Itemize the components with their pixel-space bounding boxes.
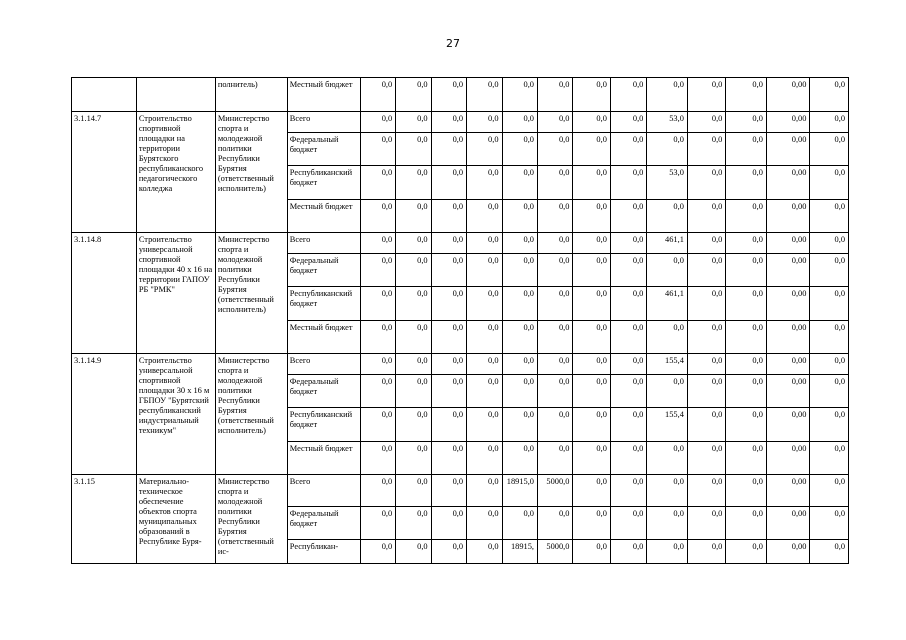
value-cell: 0,0	[502, 233, 537, 254]
value-cell: 0,00	[766, 254, 810, 287]
value-cell: 0,0	[360, 475, 395, 507]
value-cell: 0,0	[467, 375, 502, 408]
value-cell: 53,0	[647, 112, 688, 133]
value-cell: 0,0	[360, 375, 395, 408]
value-cell: 0,0	[467, 112, 502, 133]
value-cell: 0,0	[537, 200, 572, 233]
value-cell: 0,0	[687, 166, 725, 200]
budget-source-cell: Всего	[287, 354, 360, 375]
value-cell: 0,0	[360, 287, 395, 321]
value-cell: 0,0	[810, 540, 849, 564]
value-cell: 0,0	[431, 233, 466, 254]
row-executor-cell: Министерство спорта и молодежной политики Республики Бурятия (ответственный ис-	[215, 475, 287, 564]
value-cell: 5000,0	[537, 540, 572, 564]
value-cell: 0,0	[431, 112, 466, 133]
value-cell: 0,0	[431, 78, 466, 112]
budget-source-cell: Республикан-	[287, 540, 360, 564]
value-cell: 0,0	[360, 442, 395, 475]
value-cell: 0,0	[467, 254, 502, 287]
value-cell: 0,0	[467, 287, 502, 321]
value-cell: 0,0	[573, 287, 610, 321]
value-cell: 0,0	[573, 321, 610, 354]
budget-source-cell: Местный бюджет	[287, 321, 360, 354]
value-cell: 0,0	[726, 321, 767, 354]
value-cell: 0,0	[810, 133, 849, 166]
value-cell: 0,0	[726, 507, 767, 540]
value-cell: 0,0	[647, 254, 688, 287]
value-cell: 0,0	[573, 254, 610, 287]
value-cell: 0,00	[766, 475, 810, 507]
value-cell: 0,0	[810, 112, 849, 133]
value-cell: 0,00	[766, 321, 810, 354]
budget-source-cell: Местный бюджет	[287, 200, 360, 233]
value-cell: 0,0	[537, 112, 572, 133]
value-cell: 0,0	[467, 540, 502, 564]
value-cell: 0,0	[431, 475, 466, 507]
value-cell: 0,0	[573, 200, 610, 233]
value-cell: 0,0	[502, 166, 537, 200]
value-cell: 0,0	[573, 133, 610, 166]
value-cell: 0,0	[431, 442, 466, 475]
value-cell: 0,0	[502, 442, 537, 475]
value-cell: 0,0	[467, 78, 502, 112]
value-cell: 0,0	[396, 166, 431, 200]
value-cell: 0,0	[726, 287, 767, 321]
value-cell: 0,0	[537, 287, 572, 321]
value-cell: 0,0	[502, 321, 537, 354]
value-cell: 0,0	[537, 408, 572, 442]
budget-source-cell: Всего	[287, 475, 360, 507]
value-cell: 0,0	[647, 375, 688, 408]
value-cell: 0,0	[573, 112, 610, 133]
value-cell: 0,0	[537, 375, 572, 408]
value-cell: 0,0	[573, 540, 610, 564]
budget-source-cell: Федеральный бюджет	[287, 254, 360, 287]
value-cell: 0,0	[467, 354, 502, 375]
value-cell: 0,0	[431, 133, 466, 166]
value-cell: 0,0	[810, 166, 849, 200]
value-cell: 0,0	[360, 321, 395, 354]
value-cell: 0,0	[467, 321, 502, 354]
row-code-cell: 3.1.14.8	[72, 233, 137, 354]
value-cell: 0,0	[537, 166, 572, 200]
value-cell: 0,0	[360, 507, 395, 540]
value-cell: 0,0	[431, 254, 466, 287]
value-cell: 0,0	[687, 354, 725, 375]
value-cell: 0,0	[726, 442, 767, 475]
value-cell: 0,0	[467, 233, 502, 254]
value-cell: 0,0	[726, 540, 767, 564]
value-cell: 0,0	[687, 475, 725, 507]
value-cell: 0,0	[647, 475, 688, 507]
value-cell: 0,0	[537, 442, 572, 475]
row-code-cell	[72, 78, 137, 112]
value-cell: 0,0	[431, 354, 466, 375]
value-cell: 0,0	[360, 540, 395, 564]
value-cell: 0,0	[610, 475, 646, 507]
value-cell: 0,0	[726, 375, 767, 408]
value-cell: 0,0	[610, 354, 646, 375]
value-cell: 0,0	[647, 540, 688, 564]
value-cell: 0,0	[726, 112, 767, 133]
value-cell: 0,0	[687, 287, 725, 321]
row-code-cell: 3.1.14.7	[72, 112, 137, 233]
value-cell: 0,00	[766, 354, 810, 375]
value-cell: 0,0	[502, 133, 537, 166]
row-executor-cell: Министерство спорта и молодежной политики Республики Бурятия (ответственный исполнитель)	[215, 354, 287, 475]
value-cell: 0,0	[396, 287, 431, 321]
value-cell: 0,0	[687, 375, 725, 408]
value-cell: 0,0	[537, 254, 572, 287]
value-cell: 0,0	[360, 354, 395, 375]
value-cell: 0,00	[766, 375, 810, 408]
value-cell: 0,0	[360, 133, 395, 166]
value-cell: 0,0	[396, 321, 431, 354]
value-cell: 0,0	[431, 200, 466, 233]
value-cell: 0,0	[360, 112, 395, 133]
value-cell: 0,0	[610, 133, 646, 166]
value-cell: 0,0	[537, 507, 572, 540]
value-cell: 0,0	[396, 540, 431, 564]
value-cell: 0,0	[810, 233, 849, 254]
value-cell: 0,00	[766, 442, 810, 475]
budget-source-cell: Местный бюджет	[287, 442, 360, 475]
value-cell: 0,0	[810, 442, 849, 475]
value-cell: 0,0	[647, 133, 688, 166]
value-cell: 0,00	[766, 287, 810, 321]
value-cell: 0,0	[431, 540, 466, 564]
value-cell: 0,0	[396, 442, 431, 475]
value-cell: 461,1	[647, 233, 688, 254]
value-cell: 18915,	[502, 540, 537, 564]
value-cell: 0,0	[726, 233, 767, 254]
value-cell: 0,0	[810, 321, 849, 354]
value-cell: 0,0	[396, 200, 431, 233]
budget-source-cell: Всего	[287, 233, 360, 254]
value-cell: 18915,0	[502, 475, 537, 507]
value-cell: 0,0	[647, 442, 688, 475]
value-cell: 0,0	[396, 475, 431, 507]
value-cell: 0,0	[573, 166, 610, 200]
value-cell: 0,0	[687, 507, 725, 540]
value-cell: 0,0	[687, 200, 725, 233]
table-row	[72, 354, 849, 375]
value-cell: 0,0	[502, 254, 537, 287]
row-executor-cell: Министерство спорта и молодежной политики Республики Бурятия (ответственный исполнитель)	[215, 233, 287, 354]
value-cell: 0,0	[647, 200, 688, 233]
value-cell: 0,0	[810, 254, 849, 287]
value-cell: 0,00	[766, 133, 810, 166]
value-cell: 0,0	[360, 233, 395, 254]
value-cell: 0,00	[766, 78, 810, 112]
value-cell: 0,0	[687, 112, 725, 133]
value-cell: 0,0	[810, 287, 849, 321]
row-name-cell: Материально-техническое обеспечение объектов спорта муниципальных образований в Республике Буря-	[136, 475, 215, 564]
value-cell: 0,0	[431, 321, 466, 354]
value-cell: 0,0	[610, 233, 646, 254]
value-cell: 0,0	[726, 475, 767, 507]
value-cell: 0,0	[467, 200, 502, 233]
page-number: 27	[446, 37, 460, 50]
value-cell: 0,0	[360, 408, 395, 442]
value-cell: 0,0	[810, 78, 849, 112]
value-cell: 0,0	[610, 442, 646, 475]
value-cell: 0,0	[810, 200, 849, 233]
value-cell: 0,0	[573, 507, 610, 540]
value-cell: 0,0	[360, 166, 395, 200]
value-cell: 0,0	[537, 233, 572, 254]
row-code-cell: 3.1.15	[72, 475, 137, 564]
value-cell: 0,00	[766, 540, 810, 564]
value-cell: 0,0	[502, 200, 537, 233]
value-cell: 0,0	[610, 375, 646, 408]
value-cell: 0,0	[502, 408, 537, 442]
value-cell: 0,0	[687, 442, 725, 475]
table-row	[72, 112, 849, 133]
value-cell: 0,0	[502, 112, 537, 133]
value-cell: 0,0	[726, 408, 767, 442]
value-cell: 0,0	[610, 112, 646, 133]
row-name-cell	[136, 78, 215, 112]
budget-source-cell: Всего	[287, 112, 360, 133]
value-cell: 0,0	[431, 507, 466, 540]
value-cell: 0,0	[687, 78, 725, 112]
value-cell: 0,0	[726, 200, 767, 233]
value-cell: 0,0	[573, 408, 610, 442]
value-cell: 0,0	[396, 507, 431, 540]
value-cell: 0,0	[396, 354, 431, 375]
value-cell: 0,0	[431, 408, 466, 442]
value-cell: 0,0	[610, 408, 646, 442]
value-cell: 0,0	[537, 78, 572, 112]
value-cell: 0,0	[726, 166, 767, 200]
value-cell: 0,0	[647, 78, 688, 112]
value-cell: 0,0	[726, 78, 767, 112]
value-cell: 0,0	[810, 354, 849, 375]
budget-table	[71, 77, 849, 564]
value-cell: 0,0	[502, 507, 537, 540]
value-cell: 0,0	[810, 507, 849, 540]
value-cell: 0,0	[573, 442, 610, 475]
value-cell: 0,0	[537, 321, 572, 354]
value-cell: 0,0	[396, 233, 431, 254]
value-cell: 0,0	[687, 254, 725, 287]
value-cell: 0,0	[467, 166, 502, 200]
row-code-cell: 3.1.14.9	[72, 354, 137, 475]
value-cell: 0,0	[431, 287, 466, 321]
value-cell: 0,0	[610, 287, 646, 321]
value-cell: 0,0	[810, 475, 849, 507]
value-cell: 155,4	[647, 408, 688, 442]
value-cell: 0,0	[467, 408, 502, 442]
budget-source-cell: Федеральный бюджет	[287, 133, 360, 166]
value-cell: 0,0	[396, 78, 431, 112]
value-cell: 0,0	[687, 540, 725, 564]
value-cell: 0,00	[766, 166, 810, 200]
value-cell: 5000,0	[537, 475, 572, 507]
row-executor-cell: Министерство спорта и молодежной политики Республики Бурятия (ответственный исполнитель)	[215, 112, 287, 233]
table-row	[72, 475, 849, 507]
table-row	[72, 78, 849, 112]
budget-source-cell: Республиканский бюджет	[287, 408, 360, 442]
value-cell: 0,0	[573, 78, 610, 112]
value-cell: 461,1	[647, 287, 688, 321]
value-cell: 0,0	[610, 78, 646, 112]
value-cell: 0,0	[573, 354, 610, 375]
value-cell: 0,0	[610, 540, 646, 564]
value-cell: 0,0	[573, 475, 610, 507]
value-cell: 0,0	[537, 133, 572, 166]
value-cell: 0,0	[537, 354, 572, 375]
budget-source-cell: Республиканский бюджет	[287, 287, 360, 321]
value-cell: 0,0	[467, 442, 502, 475]
row-name-cell: Строительство универсальной спортивной площадки 40 х 16 на территории ГАПОУ РБ "РМК"	[136, 233, 215, 354]
value-cell: 0,00	[766, 507, 810, 540]
budget-source-cell: Федеральный бюджет	[287, 375, 360, 408]
value-cell: 0,0	[396, 254, 431, 287]
value-cell: 0,0	[687, 321, 725, 354]
row-name-cell: Строительство спортивной площадки на территории Бурятского республиканского педагогического колледжа	[136, 112, 215, 233]
value-cell: 0,0	[502, 375, 537, 408]
value-cell: 0,0	[360, 200, 395, 233]
value-cell: 0,00	[766, 233, 810, 254]
value-cell: 0,0	[610, 200, 646, 233]
value-cell: 0,0	[687, 233, 725, 254]
value-cell: 0,0	[502, 78, 537, 112]
value-cell: 0,0	[726, 133, 767, 166]
value-cell: 0,00	[766, 200, 810, 233]
value-cell: 0,0	[396, 408, 431, 442]
value-cell: 0,0	[431, 375, 466, 408]
value-cell: 0,0	[573, 233, 610, 254]
value-cell: 0,0	[360, 78, 395, 112]
value-cell: 0,0	[396, 375, 431, 408]
value-cell: 0,0	[502, 287, 537, 321]
value-cell: 0,0	[810, 408, 849, 442]
value-cell: 0,0	[726, 354, 767, 375]
budget-source-cell: Федеральный бюджет	[287, 507, 360, 540]
value-cell: 0,0	[687, 408, 725, 442]
value-cell: 0,0	[610, 321, 646, 354]
row-executor-cell: полнитель)	[215, 78, 287, 112]
value-cell: 0,0	[467, 507, 502, 540]
value-cell: 0,0	[431, 166, 466, 200]
value-cell: 0,0	[573, 375, 610, 408]
budget-source-cell: Республиканский бюджет	[287, 166, 360, 200]
value-cell: 0,0	[610, 254, 646, 287]
value-cell: 0,0	[610, 166, 646, 200]
value-cell: 0,0	[467, 475, 502, 507]
value-cell: 0,00	[766, 408, 810, 442]
value-cell: 0,0	[502, 354, 537, 375]
value-cell: 0,00	[766, 112, 810, 133]
row-name-cell: Строительство универсальной спортивной площадки 30 х 16 м ГБПОУ "Бурятский республиканский индустриальный техникум"	[136, 354, 215, 475]
value-cell: 0,0	[647, 321, 688, 354]
value-cell: 0,0	[687, 133, 725, 166]
value-cell: 0,0	[810, 375, 849, 408]
table-row	[72, 233, 849, 254]
value-cell: 0,0	[467, 133, 502, 166]
value-cell: 53,0	[647, 166, 688, 200]
value-cell: 0,0	[647, 507, 688, 540]
value-cell: 155,4	[647, 354, 688, 375]
value-cell: 0,0	[396, 112, 431, 133]
budget-source-cell: Местный бюджет	[287, 78, 360, 112]
value-cell: 0,0	[610, 507, 646, 540]
value-cell: 0,0	[396, 133, 431, 166]
value-cell: 0,0	[360, 254, 395, 287]
value-cell: 0,0	[726, 254, 767, 287]
